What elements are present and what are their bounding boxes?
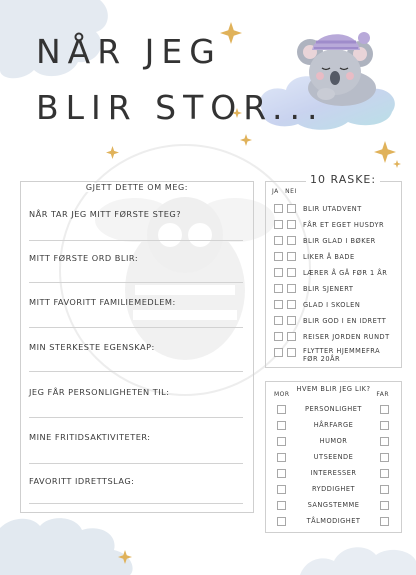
answer-line[interactable] [29, 240, 243, 241]
quick-ten-panel [265, 173, 402, 368]
list-item [266, 421, 401, 435]
question-first-word: MITT FØRSTE ORD BLIR: [29, 253, 139, 263]
checkbox-mother[interactable] [277, 405, 286, 414]
item-label: RYDDIGHET [311, 485, 356, 493]
checkbox-father[interactable] [380, 501, 389, 510]
checkbox-father[interactable] [380, 405, 389, 414]
mother-column-label: MOR [274, 391, 290, 398]
list-item [266, 517, 401, 531]
checkbox-no[interactable] [287, 236, 296, 245]
list-item [266, 300, 401, 314]
item-label: BLIR GOD I EN IDRETT [303, 317, 387, 325]
star-icon [118, 550, 132, 564]
checkbox-yes[interactable] [274, 348, 283, 357]
list-item [266, 220, 401, 234]
list-item [266, 332, 401, 346]
page-title-line2: BLIR STOR... [36, 88, 325, 127]
item-label: BLIR SJENERT [303, 285, 354, 293]
list-item [266, 469, 401, 483]
checkbox-no[interactable] [287, 300, 296, 309]
who-am-i-like-panel [265, 381, 402, 533]
item-label: TÅLMODIGHET [306, 517, 361, 525]
list-item [266, 252, 401, 266]
item-label: SANGSTEMME [307, 501, 360, 509]
checkbox-yes[interactable] [274, 220, 283, 229]
cloud-bottom-right [300, 535, 416, 575]
item-label: FLYTTER HJEMMEFRA [303, 347, 381, 355]
checkbox-no[interactable] [287, 268, 296, 277]
checkbox-no[interactable] [287, 316, 296, 325]
father-column-label: FAR [376, 391, 389, 398]
checkbox-yes[interactable] [274, 268, 283, 277]
item-label: FÅR ET EGET HUSDYR [303, 221, 385, 229]
checkbox-no[interactable] [287, 252, 296, 261]
star-icon [220, 22, 242, 44]
checkbox-no[interactable] [287, 348, 296, 357]
item-label: HÅRFARGE [313, 421, 354, 429]
item-label: LIKER Å BADE [303, 253, 355, 261]
list-item [266, 204, 401, 218]
checkbox-mother[interactable] [277, 485, 286, 494]
answer-line[interactable] [29, 503, 243, 504]
item-label: REISER JORDEN RUNDT [303, 333, 390, 341]
panel-heading: HVEM BLIR JEG LIK? [266, 376, 401, 395]
yes-no-header: JA NEI [272, 188, 297, 195]
question-hobbies: MINE FRITIDSAKTIVITETER: [29, 432, 151, 442]
answer-line[interactable] [29, 327, 243, 328]
checkbox-mother[interactable] [277, 501, 286, 510]
checkbox-father[interactable] [380, 517, 389, 526]
question-favorite-family: MITT FAVORITT FAMILIEMEDLEM: [29, 297, 176, 307]
checkbox-no[interactable] [287, 204, 296, 213]
checkbox-yes[interactable] [274, 332, 283, 341]
checkbox-no[interactable] [287, 284, 296, 293]
answer-line[interactable] [29, 417, 243, 418]
checkbox-father[interactable] [380, 421, 389, 430]
checkbox-mother[interactable] [277, 453, 286, 462]
list-item [266, 284, 401, 298]
list-item [266, 268, 401, 282]
checkbox-yes[interactable] [274, 252, 283, 261]
answer-line[interactable] [29, 371, 243, 372]
item-label: HUMOR [319, 437, 348, 445]
list-item [266, 437, 401, 451]
list-item [266, 501, 401, 515]
checkbox-mother[interactable] [277, 421, 286, 430]
checkbox-yes[interactable] [274, 300, 283, 309]
checkbox-no[interactable] [287, 332, 296, 341]
list-item [266, 405, 401, 419]
item-label: BLIR GLAD I BØKER [303, 237, 376, 245]
list-item [266, 236, 401, 250]
checkbox-father[interactable] [380, 469, 389, 478]
panel-heading: 10 RASKE: [306, 173, 380, 186]
panel-heading: GJETT DETTE OM MEG: [21, 175, 253, 194]
item-label: INTERESSER [310, 469, 357, 477]
list-item [266, 485, 401, 499]
checkbox-father[interactable] [380, 437, 389, 446]
guess-about-me-panel [20, 181, 254, 513]
question-sports-team: FAVORITT IDRETTSLAG: [29, 476, 135, 486]
item-label-continued: FØR 20ÅR [303, 355, 341, 363]
star-icon [393, 160, 401, 168]
question-personality: JEG FÅR PERSONLIGHETEN TIL: [29, 387, 170, 397]
checkbox-mother[interactable] [277, 517, 286, 526]
checkbox-mother[interactable] [277, 437, 286, 446]
checkbox-mother[interactable] [277, 469, 286, 478]
checkbox-father[interactable] [380, 485, 389, 494]
answer-line[interactable] [29, 463, 243, 464]
checkbox-yes[interactable] [274, 204, 283, 213]
answer-line[interactable] [29, 282, 243, 283]
item-label: LÆRER Å GÅ FØR 1 ÅR [303, 269, 388, 277]
page-title-line1: NÅR JEG [36, 32, 222, 71]
list-item [266, 453, 401, 467]
item-label: BLIR UTADVENT [303, 205, 362, 213]
question-strongest-trait: MIN STERKESTE EGENSKAP: [29, 342, 155, 352]
checkbox-father[interactable] [380, 453, 389, 462]
checkbox-yes[interactable] [274, 236, 283, 245]
checkbox-yes[interactable] [274, 284, 283, 293]
list-item [266, 316, 401, 330]
item-label: PERSONLIGHET [305, 405, 362, 413]
checkbox-no[interactable] [287, 220, 296, 229]
cloud-bottom-left [0, 510, 140, 575]
list-item [266, 348, 401, 362]
item-label: GLAD I SKOLEN [303, 301, 361, 309]
item-label: UTSEENDE [313, 453, 354, 461]
checkbox-yes[interactable] [274, 316, 283, 325]
question-first-step: NÅR TAR JEG MITT FØRSTE STEG? [29, 209, 182, 219]
